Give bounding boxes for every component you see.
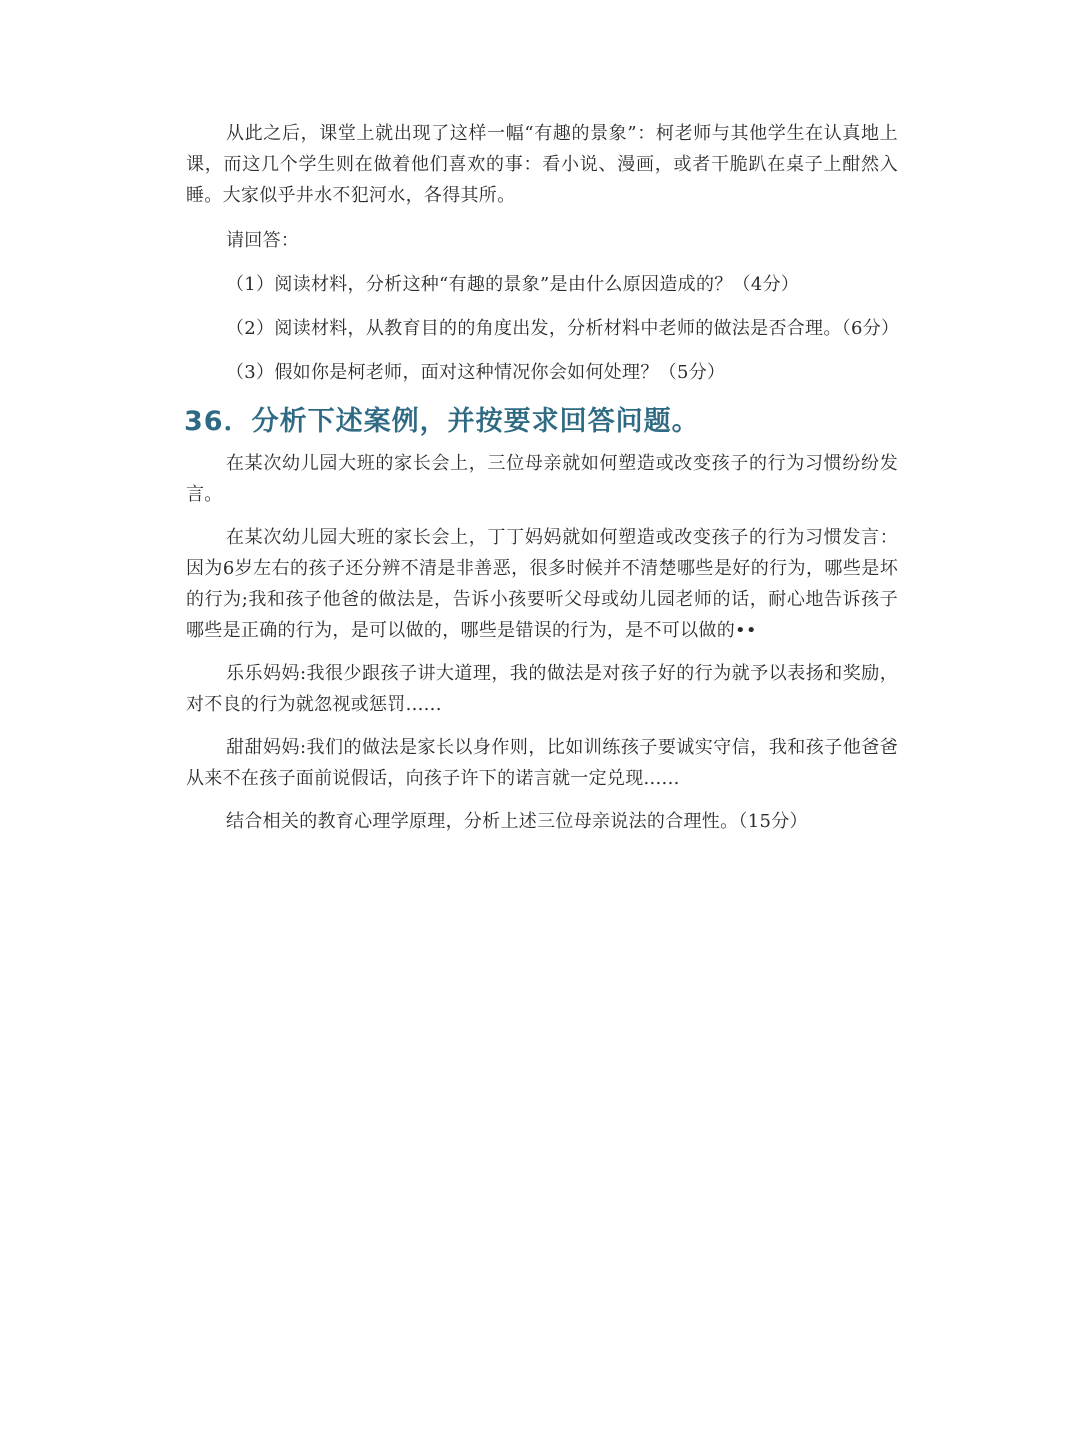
lele-mother-statement: 乐乐妈妈:我很少跟孩子讲大道理，我的做法是对孩子好的行为就予以表扬和奖励，对不良的行为就忽视或惩罚...... <box>186 663 898 715</box>
question-2: （2）阅读材料，从教育目的的角度出发，分析材料中老师的做法是否合理。（6分） <box>226 318 900 339</box>
question-1: （1）阅读材料，分析这种“有趣的景象”是由什么原因造成的？（4分） <box>226 274 800 295</box>
tiantian-mother-statement: 甜甜妈妈:我们的做法是家长以身作则，比如训练孩子要诚实守信，我和孩子他爸爸从来不在孩子面前说假话，向孩子许下的诺言就一定兑现...... <box>186 737 898 789</box>
answer-prompt: 请回答： <box>226 230 300 251</box>
analysis-question: 结合相关的教育心理学原理，分析上述三位母亲说法的合理性。（15分） <box>226 811 808 832</box>
dingding-mother-statement: 在某次幼儿园大班的家长会上，丁丁妈妈就如何塑造或改变孩子的行为习惯发言：因为6岁左右的孩子还分辨不清是非善恶，很多时候并不清楚哪些是好的行为，哪些是坏的行为;我和孩子他爸的做法是，告诉小孩要听父母或幼儿园老师的话，耐心地告诉孩子哪些是正确的行为，是可以做的，哪些是错误的行为，是不可以做的•• <box>186 527 898 641</box>
question-3: （3）假如你是柯老师，面对这种情况你会如何处理？（5分） <box>226 362 726 383</box>
document-page <box>186 118 898 837</box>
case-intro: 在某次幼儿园大班的家长会上，三位母亲就如何塑造或改变孩子的行为习惯纷纷发言。 <box>186 453 898 505</box>
question-36-heading: 36．分析下述案例，并按要求回答问题。 <box>184 406 700 437</box>
case-paragraph: 从此之后，课堂上就出现了这样一幅“有趣的景象”：柯老师与其他学生在认真地上课，而这几个学生则在做着他们喜欢的事：看小说、漫画，或者干脆趴在桌子上酣然入睡。大家似乎井水不犯河水，各得其所。 <box>186 123 898 206</box>
